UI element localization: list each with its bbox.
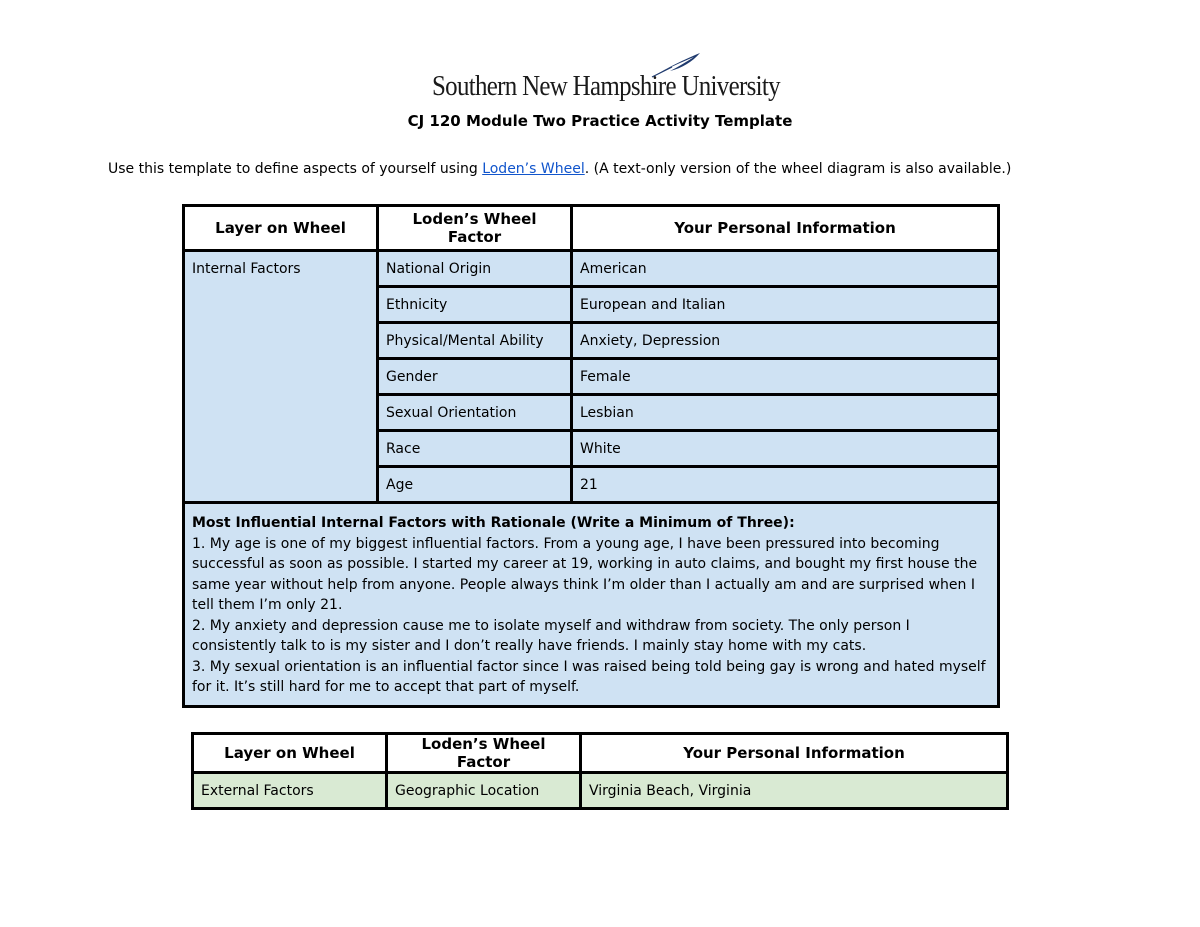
factor-cell: National Origin — [378, 251, 572, 287]
layer-cell-internal: Internal Factors — [184, 251, 378, 503]
university-logo — [432, 52, 780, 108]
factor-cell: Ethnicity — [378, 287, 572, 323]
factor-cell: Geographic Location — [387, 773, 581, 809]
lodens-wheel-link[interactable]: Loden’s Wheel — [482, 161, 585, 177]
factor-cell: Age — [378, 467, 572, 503]
factor-cell: Physical/Mental Ability — [378, 323, 572, 359]
info-cell: American — [572, 251, 999, 287]
factor-cell: Gender — [378, 359, 572, 395]
info-cell: Anxiety, Depression — [572, 323, 999, 359]
logo-wordmark: Southern New Hampshire University — [432, 70, 780, 102]
rationale-cell — [184, 503, 999, 707]
factor-cell: Race — [378, 431, 572, 467]
info-cell: Female — [572, 359, 999, 395]
rationale-heading: Most Influential Internal Factors with Rationale (Write a Minimum of Three): — [192, 515, 795, 531]
intro-paragraph — [108, 161, 1011, 177]
table-header-row — [184, 206, 999, 251]
page-title: CJ 120 Module Two Practice Activity Template — [407, 112, 793, 130]
rationale-item: 3. My sexual orientation is an influential factor since I was raised being told being gay is wrong and hated myself for it. It’s still hard for me to accept that part of myself. — [192, 658, 986, 695]
factor-cell: Sexual Orientation — [378, 395, 572, 431]
internal-factors-table — [182, 204, 1000, 708]
header-personal-info: Your Personal Information — [581, 734, 1008, 773]
info-cell: Virginia Beach, Virginia — [581, 773, 1008, 809]
rationale-row — [184, 503, 999, 707]
table-header-row — [193, 734, 1008, 773]
header-wheel-factor: Loden’s Wheel Factor — [387, 734, 581, 773]
info-cell: Lesbian — [572, 395, 999, 431]
table-row — [193, 773, 1008, 809]
header-wheel-factor: Loden’s Wheel Factor — [378, 206, 572, 251]
intro-text-after: . (A text-only version of the wheel diagram is also available.) — [584, 161, 1012, 177]
header-layer-on-wheel: Layer on Wheel — [184, 206, 378, 251]
header-layer-on-wheel: Layer on Wheel — [193, 734, 387, 773]
intro-text-before: Use this template to define aspects of yourself using — [108, 161, 483, 177]
header-personal-info: Your Personal Information — [572, 206, 999, 251]
layer-cell-external: External Factors — [193, 773, 387, 809]
info-cell: White — [572, 431, 999, 467]
rationale-item: 1. My age is one of my biggest influential factors. From a young age, I have been pressured into becoming successful as soon as possible. I started my career at 19, working in auto claims, and bought my first house the same year without help from anyone. People always think I’m older than I actually am and are surprised when I tell them I’m only 21. — [192, 535, 978, 613]
table-row — [184, 251, 999, 287]
rationale-item: 2. My anxiety and depression cause me to isolate myself and withdraw from society. The only person I consistently talk to is my sister and I don’t really have friends. I mainly stay home with my cats. — [192, 617, 910, 654]
info-cell: European and Italian — [572, 287, 999, 323]
info-cell: 21 — [572, 467, 999, 503]
external-factors-table — [191, 732, 1009, 810]
